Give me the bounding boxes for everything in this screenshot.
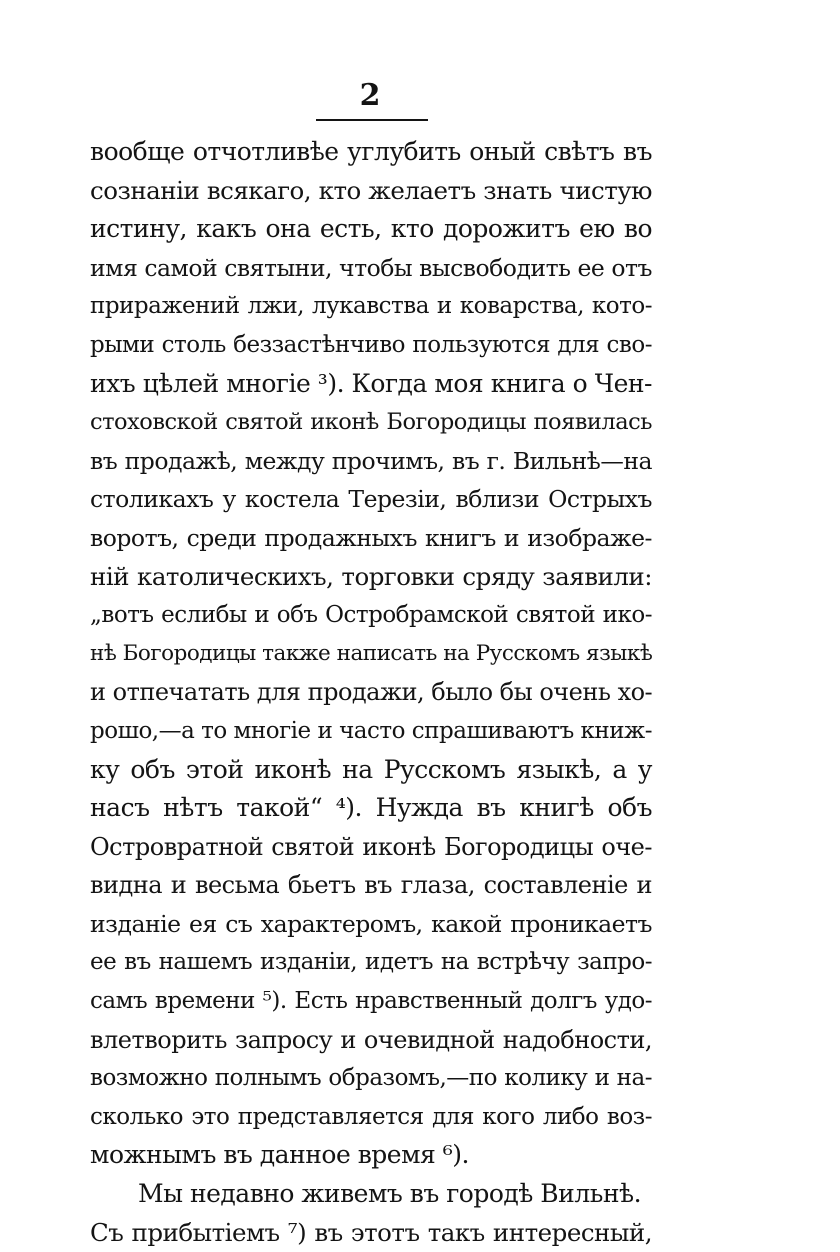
text-line: рошо,—а то многiе и часто спрашиваютъ книж- bbox=[90, 717, 652, 744]
text-line: сколько это представляется для кого либо воз- bbox=[90, 1103, 652, 1130]
text-line: ихъ цѣлей многiе ³). Когда моя книга о Чен- bbox=[90, 368, 652, 398]
paragraph-start-line: Мы недавно живемъ въ городѣ Вильнѣ. bbox=[138, 1179, 642, 1209]
page-number: 2 bbox=[359, 78, 381, 113]
text-line: имя самой святыни, чтобы высвободить ее отъ bbox=[90, 253, 652, 282]
text-line: истину, какъ она есть, кто дорожитъ ею во bbox=[90, 214, 652, 244]
text-line: въ продажѣ, между прочимъ, въ г. Вильнѣ—на bbox=[90, 446, 652, 475]
text-line: „вотъ еслибы и объ Остробрамской святой ико- bbox=[90, 602, 652, 629]
text-line: стоховской святой иконѣ Богородицы появилась bbox=[90, 409, 652, 436]
text-line: воротъ, среди продажныхъ книгъ и изображе- bbox=[90, 523, 652, 552]
text-line: самъ времени ⁵). Есть нравственный долгъ удо- bbox=[90, 988, 652, 1015]
text-line: нiй католическихъ, торговки сряду заявили: bbox=[90, 561, 652, 591]
text-line: видна и весьма бьетъ въ глаза, составленiе и bbox=[90, 871, 652, 900]
text-line: Съ прибытiемъ ⁷) въ этотъ такъ интересный, bbox=[90, 1217, 652, 1247]
paragraph-end-line: можнымъ въ данное время ⁶). bbox=[90, 1140, 469, 1170]
text-line: нѣ Богородицы также написать на Русскомъ языкѣ bbox=[90, 640, 653, 666]
text-line: изданiе ея съ характеромъ, какой проникаетъ bbox=[90, 909, 652, 938]
text-line: сознанiи всякаго, кто желаетъ знать чистую bbox=[90, 175, 652, 205]
text-line: возможно полнымъ образомъ,—по колику и на- bbox=[90, 1065, 652, 1092]
header-rule bbox=[316, 119, 428, 121]
text-line: столикахъ у костела Терезiи, вблизи Острыхъ bbox=[90, 485, 652, 514]
text-line: ку объ этой иконѣ на Русскомъ языкѣ, а у bbox=[90, 754, 652, 784]
text-line: и отпечатать для продажи, было бы очень хо- bbox=[90, 678, 653, 707]
text-line: вообще отчотливѣе углубить оный свѣтъ въ bbox=[90, 137, 652, 166]
text-line: ее въ нашемъ изданiи, идетъ на встрѣчу запро- bbox=[90, 949, 652, 976]
text-line: насъ нѣтъ такой“ ⁴). Нужда въ книгѣ объ bbox=[90, 793, 652, 823]
text-line: приражений лжи, лукавства и коварства, кото- bbox=[90, 293, 652, 320]
text-line: Островратной святой иконѣ Богородицы оче- bbox=[90, 832, 652, 861]
text-line: рыми столь беззастѣнчиво пользуются для сво- bbox=[90, 331, 652, 358]
body-text bbox=[90, 133, 652, 1252]
text-line: влетворить запросу и очевидной надобности, bbox=[90, 1025, 652, 1054]
